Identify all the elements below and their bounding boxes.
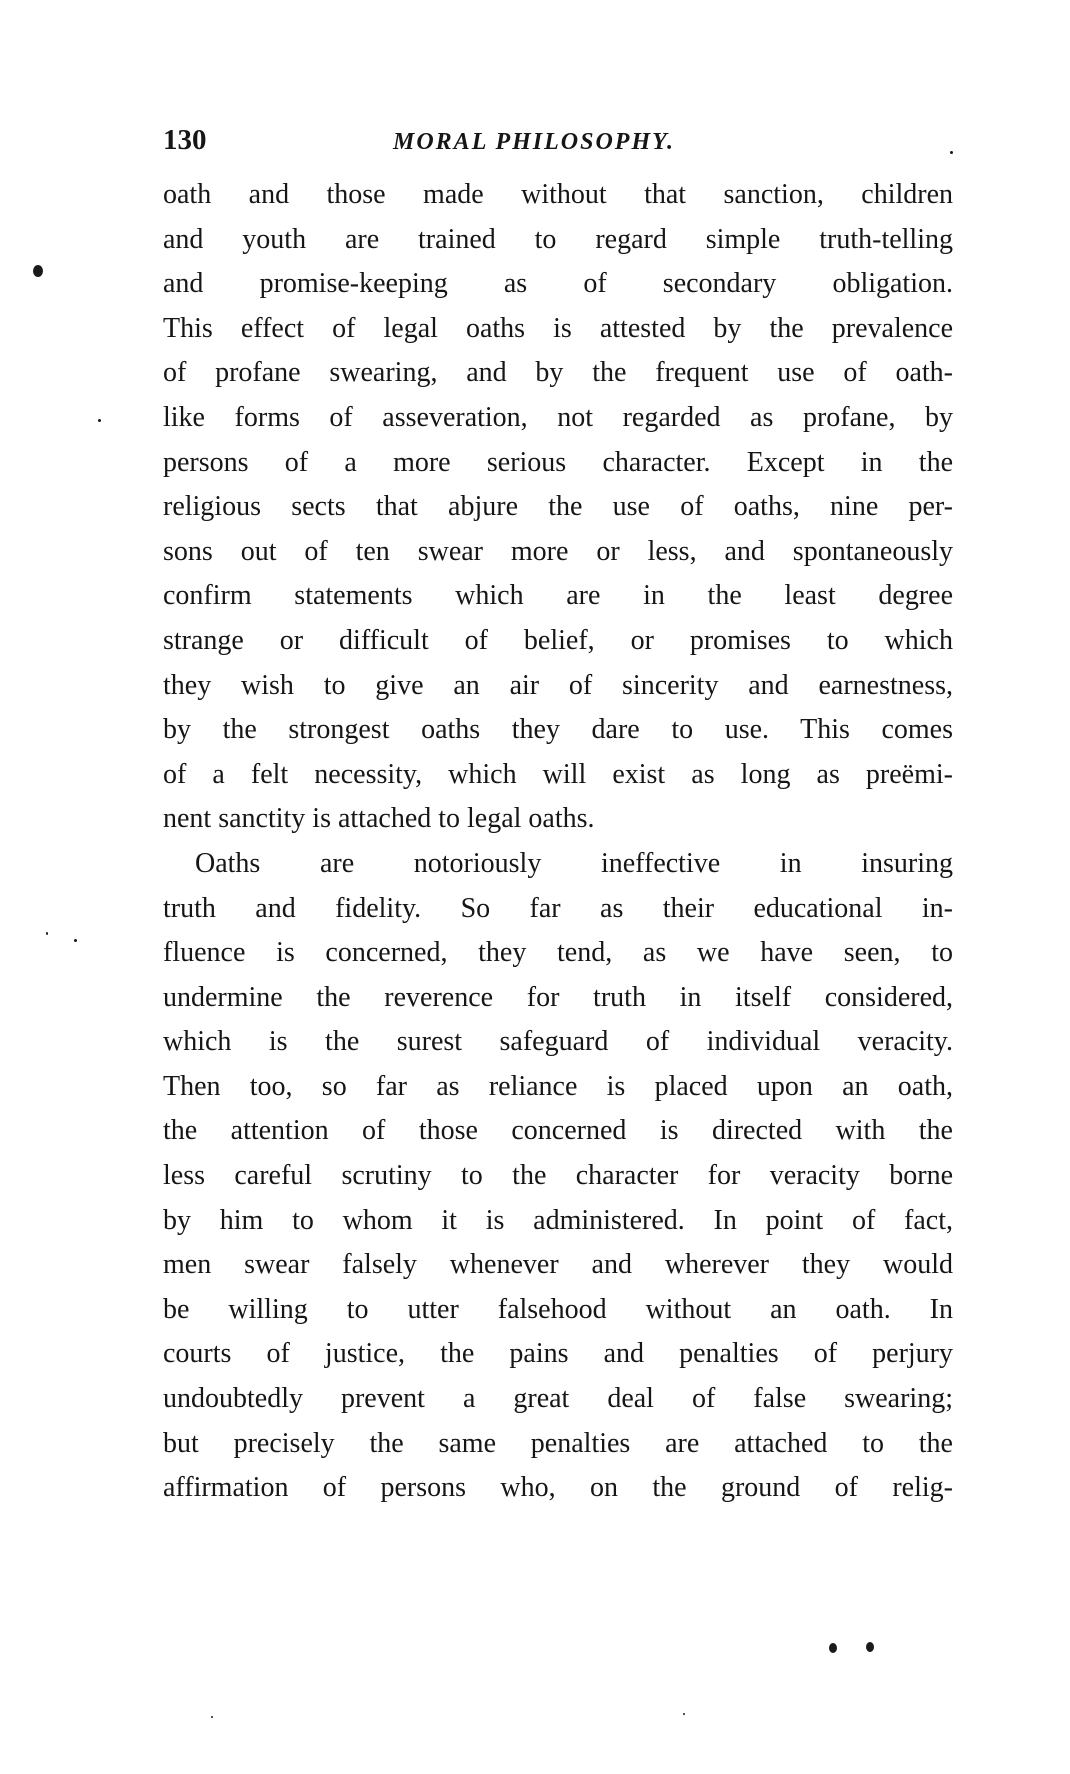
text-line: confirm statements which are in the least degree bbox=[163, 580, 953, 612]
text-line: This effect of legal oaths is attested by the prevalence bbox=[163, 312, 953, 344]
scan-speck bbox=[829, 1643, 837, 1653]
scan-speck bbox=[683, 1713, 685, 1715]
page-header bbox=[163, 118, 963, 162]
text-line: be willing to utter falsehood without an oath. In bbox=[163, 1293, 953, 1325]
text-line: which is the surest safeguard of individual veracity. bbox=[163, 1026, 953, 1058]
scan-speck bbox=[866, 1642, 874, 1652]
text-line: Then too, so far as reliance is placed upon an oath, bbox=[163, 1070, 953, 1102]
text-line: fluence is concerned, they tend, as we have seen, to bbox=[163, 937, 953, 969]
body-text bbox=[163, 173, 953, 1511]
text-line: persons of a more serious character. Except in the bbox=[163, 446, 953, 478]
text-line: and youth are trained to regard simple truth-telling bbox=[163, 223, 953, 255]
running-head: MORAL PHILOSOPHY. bbox=[393, 129, 676, 155]
text-line: sons out of ten swear more or less, and spontaneously bbox=[163, 535, 953, 567]
text-line: oath and those made without that sanction, children bbox=[163, 179, 953, 210]
scan-speck bbox=[74, 939, 77, 942]
text-line: truth and fidelity. So far as their educational in- bbox=[163, 892, 953, 924]
text-line: strange or difficult of belief, or promises to which bbox=[163, 624, 953, 656]
text-line: and promise-keeping as of secondary obligation. bbox=[163, 268, 953, 300]
scan-speck bbox=[46, 932, 48, 935]
scan-speck bbox=[950, 151, 953, 154]
text-line: men swear falsely whenever and wherever they would bbox=[163, 1249, 953, 1281]
text-line: affirmation of persons who, on the ground of relig- bbox=[163, 1472, 953, 1504]
scan-speck bbox=[33, 265, 43, 277]
scan-speck bbox=[98, 419, 101, 422]
text-line: of a felt necessity, which will exist as long as preëmi- bbox=[163, 758, 953, 790]
text-line: undoubtedly prevent a great deal of false swearing; bbox=[163, 1383, 953, 1415]
text-line: less careful scrutiny to the character for veracity borne bbox=[163, 1160, 953, 1192]
scan-speck bbox=[211, 1716, 213, 1718]
text-line: like forms of asseveration, not regarded as profane, by bbox=[163, 401, 953, 433]
text-line: the attention of those concerned is directed with the bbox=[163, 1115, 953, 1147]
text-line: they wish to give an air of sincerity and earnestness, bbox=[163, 669, 953, 701]
paragraph-first-line: Oaths are notoriously ineffective in insuring bbox=[195, 847, 953, 879]
text-line: of profane swearing, and by the frequent use of oath- bbox=[163, 357, 953, 389]
text-line: nent sanctity is attached to legal oaths. bbox=[163, 803, 595, 835]
text-line: but precisely the same penalties are attached to the bbox=[163, 1427, 953, 1459]
text-line: by him to whom it is administered. In point of fact, bbox=[163, 1204, 953, 1236]
text-line: by the strongest oaths they dare to use. This comes bbox=[163, 714, 953, 746]
text-line: religious sects that abjure the use of oaths, nine per- bbox=[163, 491, 953, 523]
text-line: courts of justice, the pains and penalties of perjury bbox=[163, 1338, 953, 1370]
text-line: undermine the reverence for truth in itself considered, bbox=[163, 981, 953, 1013]
page-number: 130 bbox=[163, 124, 207, 156]
